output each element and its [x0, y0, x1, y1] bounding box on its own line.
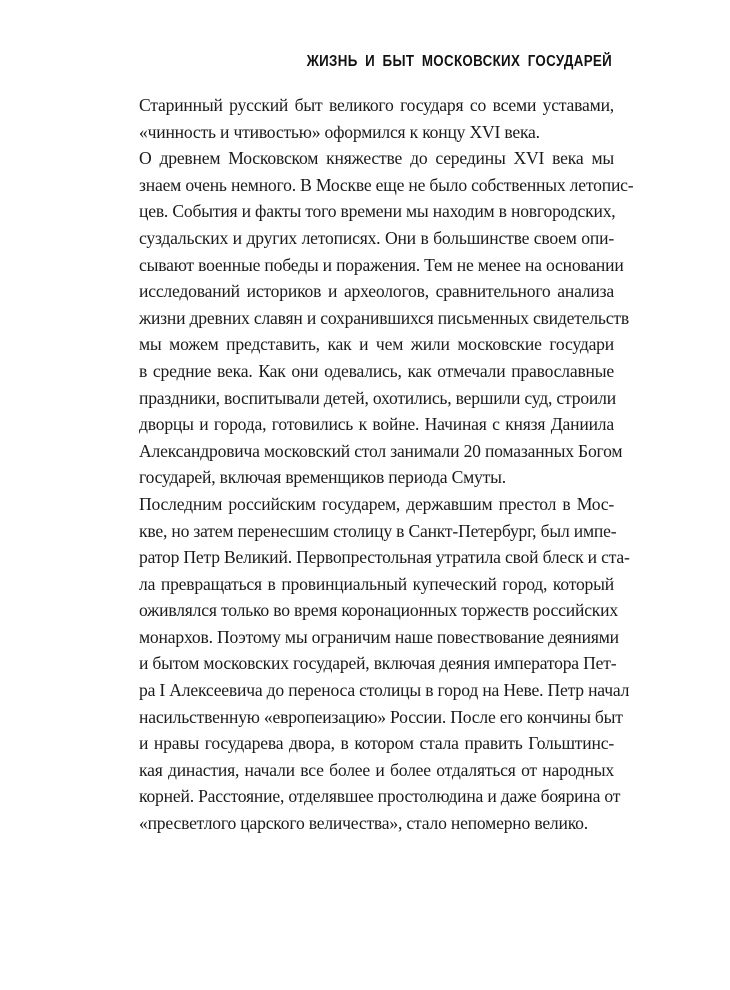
- text-line: кве, но затем перенесшим столицу в Санкт-Петербург, был импе-: [139, 520, 617, 541]
- paragraph-2: [114, 145, 634, 491]
- paragraph-1: [114, 92, 614, 145]
- text-line: кая династия, начали все более и более отдаляться от народных: [139, 759, 614, 780]
- body-text: [114, 92, 634, 837]
- text-line: жизни древних славян и сохранившихся письменных свидетельств: [139, 307, 629, 328]
- text-line: оживлялся только во время коронационных торжеств российских: [139, 600, 618, 621]
- text-line: «пресветлого царского величества», стало непомерно велико.: [139, 813, 588, 834]
- running-head-title: ЖИЗНЬ И БЫТ МОСКОВСКИХ ГОСУДАРЕЙ: [306, 53, 612, 70]
- text-line: знаем очень немного. В Москве еще не было собственных летопис-: [139, 174, 634, 195]
- text-line: ра I Алексеевича до переноса столицы в город на Неве. Петр начал: [139, 680, 630, 701]
- text-line: Старинный русский быт великого государя со всеми уставами,: [139, 95, 614, 115]
- text-line: ратор Петр Великий. Первопрестольная утратила свой блеск и ста-: [139, 547, 630, 568]
- text-line: суздальских и других летописях. Они в большинстве своем опи-: [139, 227, 614, 248]
- text-line: цев. События и факты того времени мы находим в новгородских,: [139, 201, 616, 222]
- paragraph-3: [114, 491, 630, 837]
- text-line: исследований историков и археологов, сравнительного анализа: [139, 281, 614, 302]
- text-line: О древнем Московском княжестве до середины XVI века мы: [139, 148, 614, 169]
- text-line: государей, включая временщиков периода Смуты.: [139, 467, 506, 488]
- text-line: дворцы и города, готовились к войне. Начиная с князя Даниила: [139, 414, 614, 435]
- text-line: мы можем представить, как и чем жили московские государи: [139, 334, 614, 355]
- text-line: ла превращаться в провинциальный купеческий город, который: [139, 573, 614, 594]
- text-line: и нравы государева двора, в котором стала править Гольштинс-: [139, 733, 614, 754]
- text-line: монархов. Поэтому мы ограничим наше повествование деяниями: [139, 626, 619, 647]
- text-line: сывают военные победы и поражения. Тем не менее на основании: [139, 254, 624, 275]
- text-line: насильственную «европеизацию» России. После его кончины быт: [139, 706, 623, 727]
- text-line: Последним российским государем, державшим престол в Мос-: [139, 493, 614, 514]
- text-line: корней. Расстояние, отделявшее простолюдина и даже боярина от: [139, 786, 621, 807]
- text-line: праздники, воспитывали детей, охотились, вершили суд, строили: [139, 387, 616, 408]
- text-line: «чинность и чтивостью» оформился к концу XVI века.: [139, 121, 540, 142]
- text-line: и бытом московских государей, включая деяния императора Пет-: [139, 653, 617, 674]
- text-line: в средние века. Как они одевались, как отмечали православные: [139, 360, 614, 381]
- text-line: Александровича московский стол занимали 20 помазанных Богом: [139, 440, 623, 461]
